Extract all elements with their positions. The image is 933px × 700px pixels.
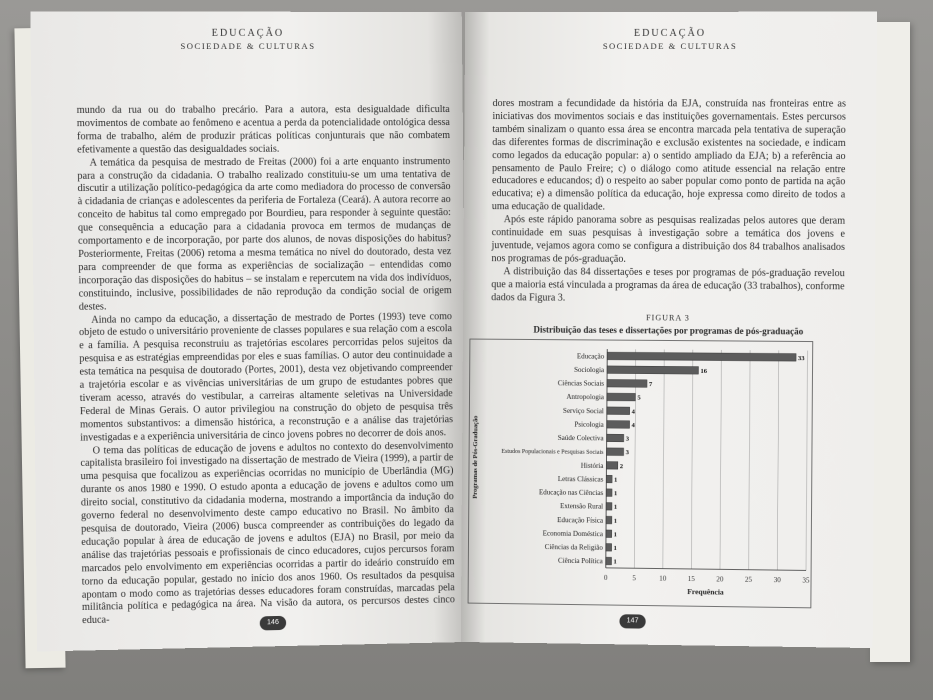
bar-value-label: 3 (625, 435, 630, 443)
figure-label: FIGURA 3 (646, 313, 690, 323)
paragraph: Após este rápido panorama sobre as pesquisas realizadas pelos autores que deram continuidade em suas pesquisas à investigação sobre a temática dos jovens e juventude, vejamos agora como se configura a distribuição dos 84 trabalhos analisados nos programas de pós-graduação. (491, 214, 846, 265)
bar (606, 557, 612, 565)
x-tick-label: 15 (687, 574, 695, 584)
x-tick-label: 35 (802, 576, 810, 585)
bar-value-label: 4 (631, 422, 635, 430)
category-label: História (580, 461, 604, 470)
paragraph: O tema das políticas de educação de jovens e adultos no contexto do desenvolvimento capitalista brasileiro foi investigado na dissertação de mestrado de Vieira (1999), a partir de uma pesquisa que focalizou as experiências ocorridas no município de Uberlândia (MG) durante os anos 1980 e 1990. O estudo aponta a educação de jovens e adultos como um direito social, constitutivo da cidadania moderna, mostrando a importância da indução do governo federal no desenvolvimento deste campo educativo no Brasil. No âmbito da pesquisa de doutorado, Vieira (2006) busca compreender as contribuições do legado da educação popular à área de educação de jovens e adultos (EJA) no Brasil, por meio da análise das trajetórias pessoais e profissionais de cinco educadores, cujos percursos foram marcados pelo envolvimento em experiências ocorridas a partir do ideário construído em torno da educação popular, gestado no início dos anos 1960. Os resultados da pesquisa apontam o modo como as trajetórias desses educadores foram construídas, marcadas pela militância política e pedagógica na área. Na visão da autora, os percursos destes cinco educa- (80, 439, 455, 627)
category-label: Serviço Social (563, 406, 604, 416)
bar (606, 544, 612, 552)
bar (607, 352, 796, 361)
bar-value-label: 1 (614, 476, 618, 484)
bar (606, 503, 612, 511)
grid-line (720, 350, 722, 569)
bar-value-label: 3 (625, 449, 629, 457)
bar-value-label: 5 (637, 394, 641, 402)
bar (607, 407, 630, 415)
category-label: Extensão Rural (560, 502, 604, 511)
bar (606, 516, 612, 524)
category-label: Psicologia (574, 420, 604, 429)
right-page (461, 12, 877, 648)
x-axis-line (606, 568, 806, 571)
running-head-subtitle: SOCIEDADE & CULTURAS (602, 40, 738, 52)
paragraph: mundo da rua ou do trabalho precário. Para a autora, esta desigualdade dificulta movimentos de combate ao fenômeno e acentua a perda da potencialidade ontológica dessa forma de trabalho, além de produzir práticas políticas conjunturais que não combatem efetivamente a questão das desigualdades sociais. (76, 104, 451, 156)
bar-value-label: 33 (798, 354, 805, 362)
bar (607, 366, 698, 374)
figure-title: Distribuição das teses e dissertações por programas de pós-graduação (533, 324, 804, 337)
grid-line (663, 350, 665, 569)
bar (607, 380, 647, 388)
bar-value-label: 1 (613, 558, 617, 566)
paragraph: dores mostram a fecundidade da história da EJA, construída nas fronteiras entre as iniciativas dos movimentos sociais e das instituições governamentais. Estes percursos também sinalizam o quanto essa área se encontra marcada pela tentativa de superação das diferentes formas de discriminação e exclusão existentes na sociedade, e indicam como legados da educação popular: a) o sentido ampliado da EJA; b) a referência ao pensamento de Paulo Freire; c) o diálogo como atitude essencial na relação entre educadores e educandos; d) o respeito ao saber popular como ponto de partida na ação educativa; e) a dimensão política da educação, hoje expressa como direito de todos a uma educação de qualidade. (491, 98, 846, 213)
bar-value-label: 1 (613, 490, 618, 498)
bar-value-label: 2 (619, 462, 624, 470)
running-head-left (31, 28, 463, 52)
grid-line (691, 350, 693, 569)
bar-value-label: 7 (648, 381, 653, 389)
bar (606, 462, 617, 470)
bar-value-label: 16 (700, 367, 708, 375)
page-number-left: 146 (260, 616, 286, 631)
bar-value-label: 1 (613, 517, 618, 525)
category-label: Ciências da Religião (544, 543, 603, 552)
left-body-text (77, 104, 455, 628)
bar-value-label: 4 (631, 408, 635, 416)
bar-value-label: 1 (613, 503, 618, 511)
bar (607, 448, 624, 456)
x-tick-label: 25 (744, 575, 753, 584)
running-head-title: EDUCAÇÃO (211, 27, 285, 39)
grid-line (777, 350, 779, 570)
left-page (30, 11, 468, 651)
paragraph: A distribuição das 84 dissertações e teses por programas de pós-graduação revelou que a maioria está vinculada a programas da área de educação (33 trabalhos), conforme dados da Figura 3. (491, 266, 845, 304)
x-tick-label: 5 (632, 574, 636, 583)
bar-chart (467, 338, 814, 609)
running-head-subtitle: SOCIEDADE & CULTURAS (180, 40, 316, 52)
category-label: Saúde Colectiva (557, 433, 604, 443)
bar-value-label: 1 (613, 531, 617, 539)
bar-value-label: 1 (613, 544, 617, 552)
category-label: Economia Doméstica (542, 529, 603, 539)
category-label: Sociologia (574, 365, 605, 375)
grid-line (749, 350, 751, 570)
bar (606, 475, 612, 483)
category-label: Educação (576, 352, 605, 361)
right-body-text (491, 98, 846, 307)
paragraph: Ainda no campo da educação, a dissertação de mestrado de Portes (1993) teve como objeto de estudo o universitário proveniente de classes populares e sua relação com a escola e a família. A pesquisa reconstruiu as trajetórias escolares percorridas pelos sujeitos da pesquisa e as estratégias empreendidas por eles e suas famílias. O autor deu continuidade a esta temática na pesquisa de doutorado (Portes, 2001), desta vez objetivando compreender a trajetória escolar e as vivências universitárias de um grupo de estudantes pobres que tiveram acesso, através do vestibular, a carreiras altamente seletivas na Universidade Federal de Minas Gerais. O autor privilegiou na construção do objeto de pesquisa três momentos substantivos: a dimensão histórica, a reconstrução e a análise das trajetórias investigadas e a experiência universitária de cinco jovens pobres no decorrer de dois anos. (79, 310, 454, 444)
grid-line (806, 351, 808, 571)
bar (606, 489, 612, 497)
x-tick-label: 10 (659, 574, 667, 583)
category-label: Letras Clássicas (557, 474, 604, 484)
chart-frame (468, 339, 813, 608)
bar (606, 530, 612, 538)
bar (607, 434, 624, 442)
x-tick-label: 30 (773, 576, 781, 585)
running-head-title: EDUCAÇÃO (633, 27, 707, 39)
category-label: Estudos Populacionais e Pesquisas Sociais (501, 449, 604, 457)
category-label: Educação nas Ciências (538, 488, 604, 498)
x-tick-label: 0 (603, 573, 608, 582)
bar (607, 421, 630, 429)
category-label: Ciências Sociais (557, 379, 605, 388)
paragraph: A temática da pesquisa de mestrado de Freitas (2000) foi a arte enquanto instrumento para a construção da cidadania. O trabalho realizado constituiu-se um uma tentativa de discutir a utilização político-pedagógica da arte como mediadora do processo de conversão à cidadania de crianças e adolescentes da periferia de Fortaleza (Ceará). A autora recorre ao conceito de habitus tal como empregado por Bourdieu, para responder à seguinte questão: que consequência a educação para a cidadania provoca em termos de mudanças de comportamento e de incorporação, por parte dos alunos, de novas disposições do habitus? Posteriormente, Freitas (2006) retoma a mesma temática no nível do doutorado, desta vez para compreender de que forma as experiências de socialização – entendidas como incorporação das disposições do habitus – se instalam e repercutem na vida dos indivíduos, constituindo, inclusive, possibilidades de não reprodução da condição social de origem destes. (77, 155, 452, 313)
x-axis-title: Frequência (687, 587, 724, 597)
category-label: Antropologia (566, 393, 604, 402)
page-number-right: 147 (619, 614, 645, 628)
running-head-right (465, 28, 877, 52)
bar (607, 393, 636, 401)
x-tick-label: 20 (716, 575, 724, 584)
category-label: Ciência Política (558, 556, 603, 566)
category-label: Educação Física (557, 515, 604, 525)
y-axis-title: Programas de Pós-Graduação (471, 415, 480, 499)
